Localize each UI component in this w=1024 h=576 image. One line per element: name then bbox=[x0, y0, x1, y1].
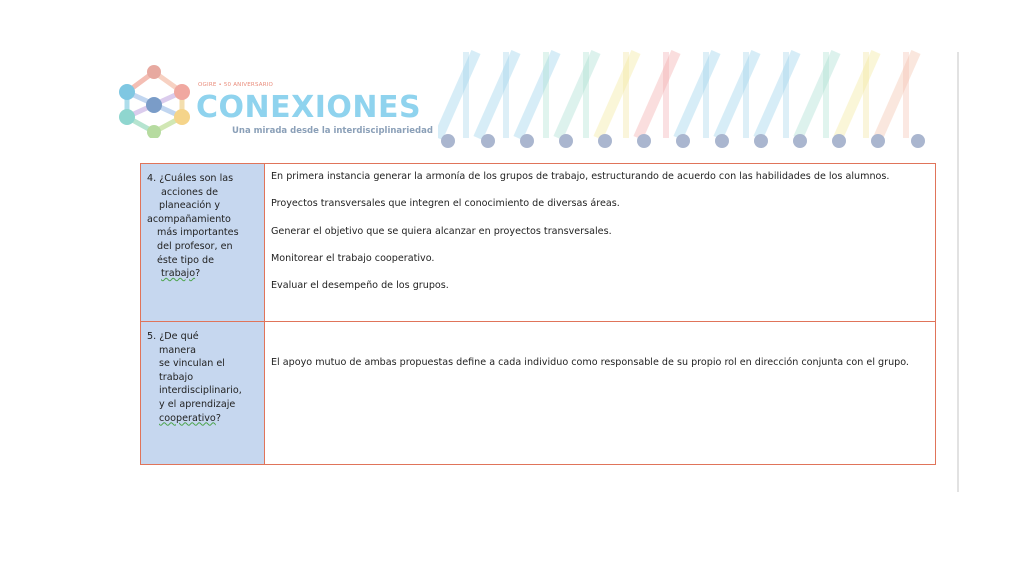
logo-subtitle: Una mirada desde la interdisciplinariedad bbox=[232, 126, 433, 136]
answer-cell bbox=[265, 164, 936, 322]
question-line: acciones de bbox=[161, 186, 218, 198]
question-line: y el aprendizaje bbox=[159, 398, 236, 410]
answer-paragraph: Evaluar el desempeño de los grupos. bbox=[271, 280, 449, 292]
question-last-word: trabajo bbox=[161, 268, 196, 280]
question-line: se vinculan el bbox=[159, 358, 225, 370]
question-line: éste tipo de bbox=[157, 254, 215, 266]
question-line: trabajo bbox=[159, 371, 194, 383]
network-logo-icon bbox=[112, 62, 196, 138]
question-line bbox=[147, 412, 260, 426]
answer-cell bbox=[265, 322, 936, 465]
answer-paragraph: Monitorear el trabajo cooperativo. bbox=[271, 252, 435, 264]
question-line: acompañamiento bbox=[147, 213, 231, 225]
question-line bbox=[147, 267, 260, 281]
logo-top-text: OGIRE • 50 ANIVERSARIO bbox=[198, 82, 274, 88]
question-cell bbox=[141, 322, 265, 465]
question-cell bbox=[141, 164, 265, 322]
answer-paragraph: Proyectos transversales que integren el conocimiento de diversas áreas. bbox=[271, 198, 620, 210]
answer-paragraph: El apoyo mutuo de ambas propuestas define a cada individuo como responsable de su propio rol en dirección conjunta con el grupo. bbox=[271, 357, 909, 368]
answer-paragraph: En primera instancia generar la armonía de los grupos de trabajo, estructurando de acuerdo con las habilidades de los alumnos. bbox=[271, 171, 890, 182]
answer-paragraph: Generar el objetivo que se quiera alcanzar en proyectos transversales. bbox=[271, 225, 612, 237]
question-line: manera bbox=[159, 344, 197, 356]
table-row bbox=[141, 322, 936, 465]
question-line: interdisciplinario, bbox=[159, 385, 242, 397]
page-edge-line bbox=[957, 52, 959, 492]
question-line: 4. ¿Cuáles son las bbox=[147, 173, 234, 184]
table-row bbox=[141, 164, 936, 322]
decorative-stripes bbox=[438, 50, 938, 150]
question-mark: ? bbox=[215, 412, 221, 424]
question-mark: ? bbox=[195, 268, 201, 280]
question-line: planeación y bbox=[159, 200, 221, 212]
question-line: más importantes bbox=[157, 227, 239, 239]
conexiones-logo bbox=[112, 62, 433, 142]
question-last-word: cooperativo bbox=[159, 412, 216, 424]
question-line: 5. ¿De qué bbox=[147, 331, 199, 342]
question-line: del profesor, en bbox=[157, 240, 233, 252]
questions-table bbox=[140, 163, 936, 465]
logo-title: CONEXIONES bbox=[196, 90, 422, 125]
